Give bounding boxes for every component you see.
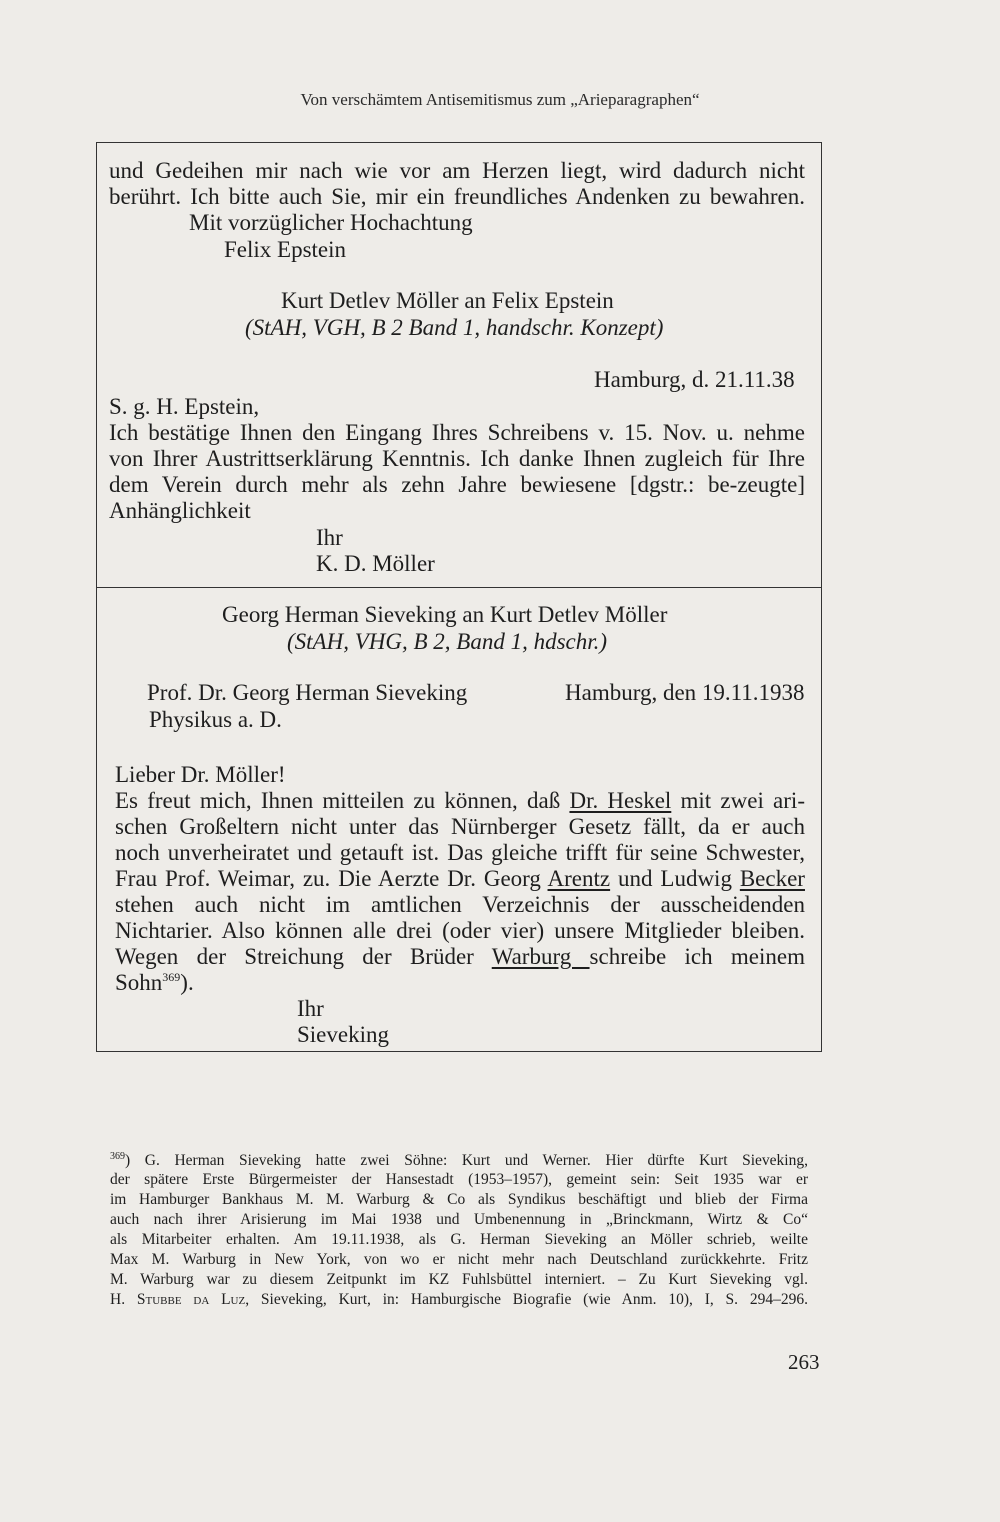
letter-closing: Mit vorzüglicher Hochachtung bbox=[189, 210, 473, 235]
letter-line: Nichtarier. Also können alle drei (oder vier) unsere Mitglieder bleiben. bbox=[115, 918, 805, 943]
underlined-name: Dr. Heskel bbox=[569, 788, 672, 813]
letter-sender-name: Prof. Dr. Georg Herman Sieveking bbox=[147, 680, 468, 705]
letter-date: Hamburg, d. 21.11.38 bbox=[594, 367, 795, 392]
letter-line: Ich bestätige Ihnen den Eingang Ihres Schreibens v. 15. Nov. u. nehme bbox=[109, 420, 805, 445]
underlined-name: Warburg bbox=[491, 944, 590, 969]
letter-line: Es freut mich, Ihnen mitteilen zu können, daß Dr. Heskel mit zwei ari- bbox=[115, 788, 805, 813]
footnote-line: auch nach ihrer Arisierung im Mai 1938 und Umbenennung in „Brinckmann, Wirtz & Co“ bbox=[110, 1211, 808, 1228]
letter-source: (StAH, VGH, B 2 Band 1, handschr. Konzept) bbox=[245, 315, 664, 340]
letter-box-epstein-moeller bbox=[96, 142, 822, 588]
letter-heading: Kurt Detlev Möller an Felix Epstein bbox=[281, 288, 614, 313]
letter-salutation: S. g. H. Epstein, bbox=[109, 394, 260, 419]
letter-line: Frau Prof. Weimar, zu. Die Aerzte Dr. Georg Arentz und Ludwig Becker bbox=[115, 866, 805, 891]
footnote-line: Max M. Warburg in New York, von wo er nicht mehr nach Deutschland zurückkehrte. Fritz bbox=[110, 1251, 808, 1268]
running-head: Von verschämtem Antisemitismus zum „Arieparagraphen“ bbox=[300, 90, 700, 109]
letter-line: und Gedeihen mir nach wie vor am Herzen liegt, wird dadurch nicht bbox=[109, 158, 805, 183]
page-number: 263 bbox=[788, 1350, 820, 1374]
letter-source: (StAH, VHG, B 2, Band 1, hdschr.) bbox=[287, 629, 608, 654]
letter-signature: Felix Epstein bbox=[224, 237, 347, 262]
letter-sign-name: Sieveking bbox=[297, 1022, 389, 1047]
letter-line: Anhänglichkeit bbox=[109, 498, 251, 523]
letter-line: berührt. Ich bitte auch Sie, mir ein freundliches Andenken zu bewahren. bbox=[109, 184, 805, 209]
footnote-reference[interactable]: 369 bbox=[162, 970, 181, 984]
footnote-line: als Mitarbeiter erhalten. Am 19.11.1938, als G. Herman Sieveking an Möller schrieb, weilte bbox=[110, 1231, 808, 1248]
letter-sign-ihr: Ihr bbox=[316, 525, 343, 550]
author-name: Stubbe da Luz bbox=[136, 1291, 246, 1308]
letter-sign-name: K. D. Möller bbox=[316, 551, 435, 576]
footnote-marker: 369 bbox=[110, 1151, 125, 1162]
letter-heading: Georg Herman Sieveking an Kurt Detlev Möller bbox=[222, 602, 668, 627]
letter-line: dem Verein durch mehr als zehn Jahre bewiesene [dgstr.: be-zeugte] bbox=[109, 472, 805, 497]
underlined-name: Becker bbox=[739, 866, 805, 891]
footnote-line: M. Warburg war zu diesem Zeitpunkt im KZ Fuhlsbüttel interniert. – Zu Kurt Sieveking vgl. bbox=[110, 1271, 808, 1288]
letter-line: stehen auch nicht im amtlichen Verzeichnis der ausscheidenden bbox=[115, 892, 805, 917]
letter-line: schen Großeltern nicht unter das Nürnberger Gesetz fällt, da er auch bbox=[115, 814, 805, 839]
underlined-name: Arentz bbox=[547, 866, 611, 891]
letter-sender-title: Physikus a. D. bbox=[149, 707, 282, 732]
letter-line: Sohn$^{369}$). bbox=[115, 970, 194, 995]
letter-line: noch unverheiratet und getauft ist. Das gleiche trifft für seine Schwester, bbox=[115, 840, 805, 865]
letter-salutation: Lieber Dr. Möller! bbox=[115, 762, 286, 787]
letter-line: von Ihrer Austrittserklärung Kenntnis. Ich danke Ihnen zugleich für Ihre bbox=[109, 446, 805, 471]
footnote-line: der spätere Erste Bürgermeister der Hansestadt (1953–1957), gemeint sein: Seit 1935 war er bbox=[110, 1171, 808, 1188]
letter-line: Wegen der Streichung der Brüder Warburg schreibe ich meinem bbox=[115, 944, 806, 969]
footnote bbox=[110, 1152, 808, 1322]
letter-date: Hamburg, den 19.11.1938 bbox=[565, 680, 805, 705]
footnote-line: H. Stubbe da Luz, Sieveking, Kurt, in: Hamburgische Biografie (wie Anm. 10), I, S. 294–296. bbox=[110, 1291, 808, 1308]
letter-sign-ihr: Ihr bbox=[297, 996, 324, 1021]
footnote-line: im Hamburger Bankhaus M. M. Warburg & Co als Syndikus beschäftigt und blieb der Firma bbox=[110, 1191, 808, 1208]
footnote-line: $^{369}$) G. Herman Sieveking hatte zwei Söhne: Kurt und Werner. Hier dürfte Kurt Sieveking, bbox=[110, 1151, 808, 1169]
letter-box-sieveking-moeller bbox=[96, 587, 822, 1052]
